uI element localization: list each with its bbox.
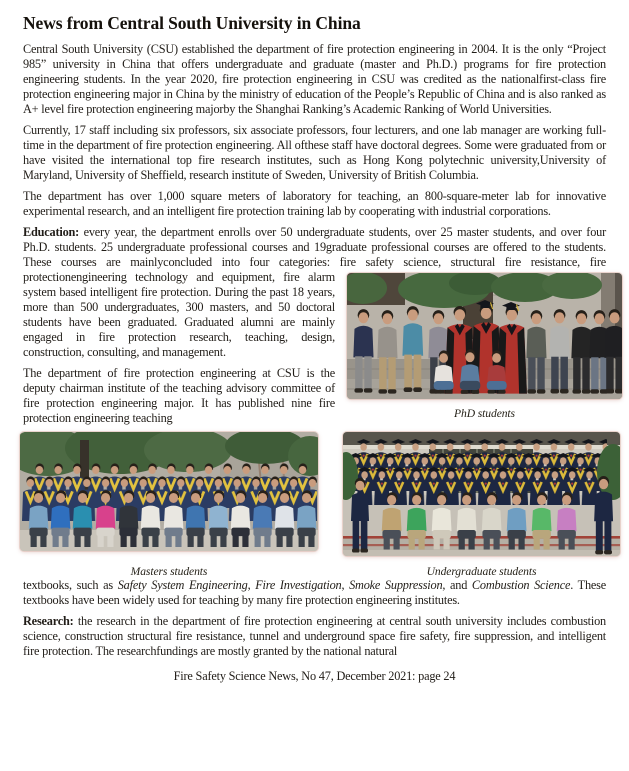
textbooks-lead: textbooks, such as <box>23 578 118 592</box>
phd-students-photo <box>347 273 622 399</box>
textbooks-tail: . These textbooks have been widely used for teaching by many fire protection engineering institutes. <box>23 578 607 607</box>
research-label: Research: <box>23 614 74 628</box>
paragraph-research <box>23 614 606 659</box>
undergrad-students-photo <box>343 432 620 556</box>
undergrad-students-figure <box>343 432 620 578</box>
masters-students-figure <box>20 432 318 578</box>
masters-students-photo <box>20 432 318 551</box>
phd-caption: PhD students <box>454 407 515 420</box>
book-title-4: Combustion Science <box>471 578 571 592</box>
separator: , and <box>442 578 472 592</box>
phd-students-figure <box>347 273 622 421</box>
education-text-after: fire resistance, fire protectionengineering technology and equipment, fire alarm system based intelligent fire protection. During the past 18 years, more than 500 undergraduates, 300 masters, and 50 doctoral students have been graduated. Graduated alumni are mainly engaged in fire protection research, teaching, design, construction, consulting, and management. <box>23 255 606 359</box>
undergrad-caption: Undergraduate students <box>426 565 537 578</box>
paragraph-staff: Currently, 17 staff including six professors, six associate professors, four lecturers, and one lab manager are working full-time in the department of fire protection engineering. All ofthese staff have doctoral degrees. Some were graduated from or have visited the international top fire research institutes, such as Hong Kong polytechnic university,University of Maryland, University of Sheffield, research institute of Sweden, University of British Columbia. <box>23 123 606 182</box>
research-text: the research in the department of fire protection engineering at central south university includes combustion science, construction structural fire resistance, tunnel and underground space fire safety, fire suppression, and intelligent fire protection. The researchfundings are mostly granted by the national natural <box>23 614 606 658</box>
paragraph-intro: Central South University (CSU) established the department of fire protection engineering in 2004. It is the only “Project 985” university in China that offers undergraduate and graduate (master and Ph.D.) programs for fire protection engineering students. In the year 2020, fire protection engineering in CSU was credited as the nationalfirst-class fire protection engineering major in China by the ministry of education of the People’s Republic of China and is also ranked as A+ level fire protection engineering majorby the Shanghai Ranking’s Academic Ranking of World Universities. <box>23 42 606 116</box>
article-title: News from Central South University in China <box>23 13 361 33</box>
separator: , <box>247 578 256 592</box>
book-title-2: Fire Investigation <box>255 578 342 592</box>
masters-caption: Masters students <box>130 565 208 578</box>
education-label: Education: <box>23 225 80 239</box>
book-title-3: Smoke Suppression <box>349 578 443 592</box>
education-text-before: every year, the department enrolls over 50 undergraduate students, over 25 master students, and over four Ph.D. students. 25 undergraduate professional courses and 19graduate professional courses are offered to the students. These courses are mainlyconcluded into four categories: fire safety science, structural <box>23 225 606 269</box>
paragraph-textbooks <box>23 578 606 608</box>
separator: , <box>341 578 350 592</box>
page-footer: Fire Safety Science News, No 47, December 2021: page 24 <box>173 669 456 683</box>
book-title-1: Safety System Engineering <box>117 578 248 592</box>
paragraph-labs: The department has over 1,000 square meters of laboratory for teaching, an 800-square-meter lab for innovative experimental research, and an intelligent fire protection training lab by cooperating with industrial corporations. <box>23 189 606 218</box>
paragraph-committee: The department of fire protection engineering at CSU is the deputy chairman institute of the teaching advisory committee of fire protection engineering major. It has published nine fire protection engineering teaching <box>23 366 335 425</box>
photos-row <box>20 432 620 578</box>
